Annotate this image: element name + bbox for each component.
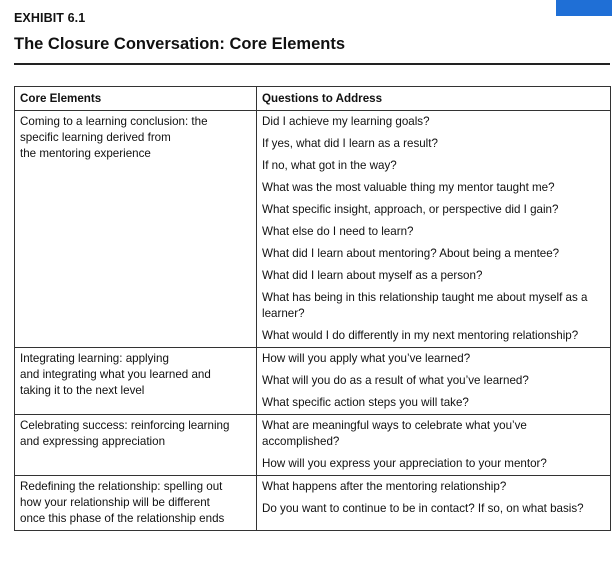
core-element-cell: Coming to a learning conclusion: the specific learning derived from the mentoring experience (15, 111, 257, 348)
question-item: What happens after the mentoring relationship? (262, 480, 507, 493)
table-row (15, 348, 611, 415)
core-element-cell: Celebrating success: reinforcing learning and expressing appreciation (15, 415, 257, 476)
page-title: The Closure Conversation: Core Elements (14, 35, 345, 53)
question-item: What are meaningful ways to celebrate what you’ve accomplished? (262, 419, 527, 448)
core-element-cell: Redefining the relationship: spelling out how your relationship will be different once this phase of the relationship ends (15, 476, 257, 531)
question-item: What did I learn about mentoring? About being a mentee? (262, 247, 560, 260)
table-row (15, 415, 611, 476)
column-header-questions: Questions to Address (257, 87, 611, 111)
question-item: What will you do as a result of what you’ve learned? (262, 374, 529, 387)
question-item: How will you express your appreciation to your mentor? (262, 457, 547, 470)
question-item: What specific insight, approach, or perspective did I gain? (262, 203, 559, 216)
corner-tab (556, 0, 612, 16)
question-item: Did I achieve my learning goals? (262, 115, 430, 128)
exhibit-label: EXHIBIT 6.1 (14, 11, 86, 25)
table-header-row (15, 87, 611, 111)
question-item: What would I do differently in my next mentoring relationship? (262, 329, 579, 342)
core-element-cell: Integrating learning: applying and integrating what you learned and taking it to the next level (15, 348, 257, 415)
table-row (15, 111, 611, 348)
questions-cell (257, 476, 611, 531)
question-item: What was the most valuable thing my mentor taught me? (262, 181, 555, 194)
question-item: If yes, what did I learn as a result? (262, 137, 438, 150)
table-row (15, 476, 611, 531)
title-divider (14, 63, 610, 65)
question-item: What specific action steps you will take? (262, 396, 469, 409)
question-item: What has being in this relationship taught me about myself as a learner? (262, 291, 588, 320)
question-item: If no, what got in the way? (262, 159, 397, 172)
questions-cell (257, 111, 611, 348)
question-item: How will you apply what you’ve learned? (262, 352, 471, 365)
questions-cell (257, 415, 611, 476)
question-item: Do you want to continue to be in contact? If so, on what basis? (262, 502, 584, 515)
questions-cell (257, 348, 611, 415)
question-item: What else do I need to learn? (262, 225, 414, 238)
column-header-core-elements: Core Elements (15, 87, 257, 111)
question-item: What did I learn about myself as a person? (262, 269, 483, 282)
closure-elements-table (14, 86, 611, 531)
